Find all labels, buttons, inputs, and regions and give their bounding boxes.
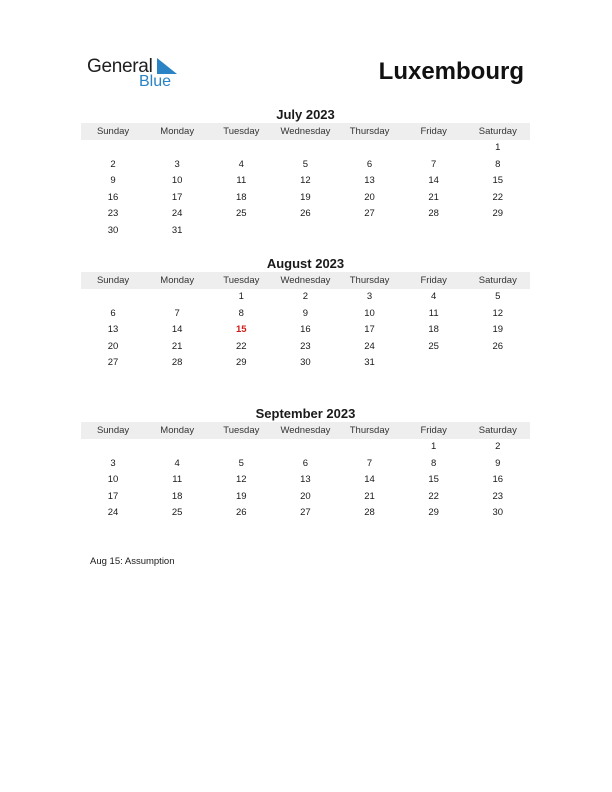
weekday-header: Thursday <box>349 425 390 436</box>
day-cell <box>338 439 402 456</box>
day-cell: 19 <box>300 191 311 203</box>
week-row <box>81 456 530 473</box>
day-cell: 12 <box>492 307 504 319</box>
month-july <box>81 106 530 240</box>
weekday-header: Tuesday <box>223 275 260 286</box>
weekday-header: Saturday <box>478 275 517 286</box>
weekday-header: Sunday <box>96 425 130 436</box>
day-cell <box>81 439 145 456</box>
weekday-header: Wednesday <box>280 275 331 286</box>
weekday-header: Tuesday <box>223 425 260 436</box>
day-cell <box>209 223 273 240</box>
day-cell: 7 <box>366 457 373 469</box>
day-cell: 14 <box>171 324 183 336</box>
day-cell: 27 <box>107 357 119 369</box>
week-row <box>81 339 530 356</box>
day-cell: 17 <box>107 490 119 502</box>
day-cell: 19 <box>236 490 247 502</box>
logo-text-general: General <box>87 56 153 77</box>
week-row <box>81 140 530 157</box>
day-cell: 2 <box>302 291 309 302</box>
day-cell: 23 <box>492 490 504 502</box>
day-cell: 27 <box>364 208 375 220</box>
weekday-header: Saturday <box>478 425 517 436</box>
weekday-header: Friday <box>420 275 447 286</box>
day-cell: 14 <box>364 474 375 486</box>
week-row <box>81 306 530 323</box>
day-cell <box>466 355 530 372</box>
day-cell: 13 <box>300 474 311 486</box>
day-cell: 18 <box>171 490 183 502</box>
day-cell: 24 <box>171 208 183 220</box>
day-cell: 29 <box>236 357 247 369</box>
week-row <box>81 322 530 339</box>
weekday-header: Sunday <box>96 275 130 286</box>
day-cell: 18 <box>428 324 439 336</box>
day-cell <box>402 355 466 372</box>
day-cell: 5 <box>495 291 501 302</box>
month-title: September 2023 <box>255 406 356 421</box>
day-cell: 30 <box>300 357 311 369</box>
day-cell: 20 <box>300 490 311 502</box>
day-cell: 9 <box>302 307 309 319</box>
weekday-header-row <box>81 123 530 140</box>
day-cell: 14 <box>428 175 439 187</box>
day-cell <box>81 140 145 157</box>
day-cell: 6 <box>302 457 309 469</box>
day-cell <box>402 223 466 240</box>
weekday-header: Wednesday <box>280 425 331 436</box>
day-cell <box>145 289 209 306</box>
day-cell: 2 <box>495 441 501 452</box>
weekday-header-row <box>81 422 530 439</box>
day-cell <box>273 140 337 157</box>
weekday-header: Friday <box>420 126 447 137</box>
holiday-day-cell: 15 <box>236 324 247 336</box>
week-row <box>81 355 530 372</box>
day-cell: 1 <box>238 291 244 302</box>
week-row <box>81 439 530 456</box>
day-cell: 20 <box>107 340 119 352</box>
weekday-header: Monday <box>160 275 195 286</box>
day-cell: 4 <box>431 291 437 302</box>
day-cell: 8 <box>238 307 244 319</box>
day-cell: 11 <box>236 175 247 187</box>
day-cell: 16 <box>492 474 504 486</box>
day-cell: 6 <box>110 307 116 319</box>
day-cell: 3 <box>174 158 180 170</box>
day-cell: 25 <box>428 340 439 352</box>
week-row <box>81 173 530 190</box>
weekday-header: Saturday <box>478 126 517 137</box>
weekday-header: Wednesday <box>280 126 331 137</box>
day-cell: 26 <box>236 507 247 519</box>
month-title: August 2023 <box>266 256 345 271</box>
day-cell: 29 <box>492 208 504 220</box>
day-cell: 5 <box>238 457 244 469</box>
day-cell: 9 <box>110 175 116 187</box>
weekday-header: Sunday <box>96 126 130 137</box>
weekday-header: Monday <box>160 425 195 436</box>
day-cell <box>209 140 273 157</box>
day-cell <box>81 289 145 306</box>
day-cell: 26 <box>492 340 504 352</box>
week-row <box>81 157 530 174</box>
day-cell: 23 <box>300 340 311 352</box>
day-cell: 10 <box>107 474 119 486</box>
holiday-notes <box>90 556 175 567</box>
day-cell: 9 <box>495 457 501 469</box>
week-row <box>81 472 530 489</box>
day-cell <box>338 223 402 240</box>
day-cell: 1 <box>495 142 501 153</box>
week-row <box>81 190 530 207</box>
day-cell: 31 <box>364 357 375 369</box>
day-cell: 25 <box>236 208 247 220</box>
day-cell: 3 <box>110 457 116 469</box>
day-cell: 30 <box>492 507 504 519</box>
day-cell: 17 <box>171 191 183 203</box>
day-cell: 22 <box>236 340 247 352</box>
day-cell: 19 <box>492 324 504 336</box>
weekday-header-row <box>81 272 530 289</box>
day-cell: 28 <box>171 357 183 369</box>
week-row <box>81 223 530 240</box>
day-cell: 18 <box>236 191 247 203</box>
day-cell: 8 <box>431 457 437 469</box>
month-august <box>81 255 530 372</box>
day-cell: 17 <box>364 324 375 336</box>
day-cell: 1 <box>431 441 437 452</box>
day-cell: 21 <box>428 191 439 203</box>
day-cell: 16 <box>107 191 119 203</box>
logo-text-blue: Blue <box>139 73 172 90</box>
day-cell <box>273 439 337 456</box>
weekday-header: Thursday <box>349 126 390 137</box>
day-cell: 7 <box>431 158 437 170</box>
day-cell: 5 <box>302 158 309 170</box>
day-cell: 21 <box>364 490 375 502</box>
day-cell: 11 <box>172 474 183 486</box>
day-cell: 16 <box>300 324 311 336</box>
day-cell: 7 <box>174 307 180 319</box>
day-cell <box>145 140 209 157</box>
day-cell: 12 <box>300 175 311 187</box>
day-cell: 31 <box>171 224 183 236</box>
day-cell: 26 <box>300 208 311 220</box>
day-cell: 15 <box>492 175 504 187</box>
week-row <box>81 206 530 223</box>
day-cell: 13 <box>107 324 119 336</box>
day-cell: 21 <box>171 340 183 352</box>
day-cell <box>145 439 209 456</box>
day-cell: 8 <box>495 158 501 170</box>
day-cell: 24 <box>107 507 119 519</box>
day-cell: 3 <box>366 291 373 302</box>
day-cell: 12 <box>236 474 247 486</box>
week-row <box>81 289 530 306</box>
week-row <box>81 489 530 506</box>
day-cell: 27 <box>300 507 311 519</box>
day-cell: 6 <box>366 158 373 170</box>
day-cell: 23 <box>107 208 119 220</box>
day-cell: 13 <box>364 175 375 187</box>
weekday-header: Tuesday <box>223 126 260 137</box>
weekday-header: Monday <box>160 126 195 137</box>
day-cell: 24 <box>364 340 375 352</box>
day-cell: 22 <box>428 490 439 502</box>
day-cell <box>338 140 402 157</box>
weekday-header: Friday <box>420 425 447 436</box>
day-cell: 28 <box>428 208 439 220</box>
day-cell: 4 <box>238 158 244 170</box>
weekday-header: Thursday <box>349 275 390 286</box>
holiday-note: Aug 15: Assumption <box>90 556 175 567</box>
month-september <box>81 405 530 522</box>
day-cell: 29 <box>428 507 439 519</box>
day-cell: 4 <box>174 457 180 469</box>
day-cell <box>466 223 530 240</box>
day-cell <box>273 223 337 240</box>
logo-triangle-icon <box>157 58 177 74</box>
day-cell: 15 <box>428 474 439 486</box>
day-cell: 10 <box>364 307 375 319</box>
day-cell: 22 <box>492 191 504 203</box>
logo <box>87 56 187 92</box>
day-cell: 11 <box>428 307 439 319</box>
day-cell: 28 <box>364 507 375 519</box>
day-cell <box>209 439 273 456</box>
day-cell: 25 <box>171 507 183 519</box>
day-cell: 20 <box>364 191 375 203</box>
country-title: Luxembourg <box>378 58 524 85</box>
day-cell <box>402 140 466 157</box>
month-title: July 2023 <box>276 107 335 122</box>
day-cell: 30 <box>107 224 119 236</box>
day-cell: 2 <box>110 158 116 170</box>
day-cell: 10 <box>171 175 183 187</box>
week-row <box>81 505 530 522</box>
